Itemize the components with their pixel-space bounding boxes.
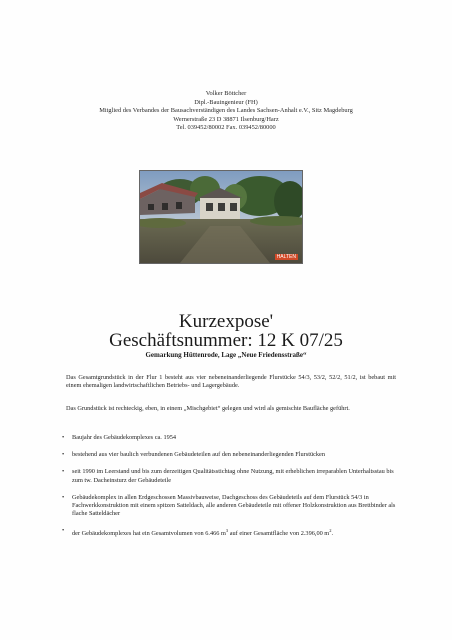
property-photo-image	[140, 171, 302, 263]
volume-text-mid: auf einer Gesamtfläche von 2.396,00 m	[228, 530, 330, 538]
volume-text-pre: der Gebäudekomplexes hat ein Gesamtvolumen von 6.466 m	[72, 530, 226, 538]
volume-unit-exponent: 3	[225, 528, 229, 534]
paragraph-zoning: Das Grundstück ist rechteckig, eben, in einem „Mischgebiet“ gelegen und wird als gemischte Baufläche geführt.	[66, 405, 350, 412]
location-subtitle: Gemarkung Hüttenrode, Lage „Neue Friedensstraße“	[145, 351, 307, 359]
paragraph-property-description: Das Gesamtgrundstück in der Flur 1 besteht aus vier nebeneinanderliegende Flurstücke 54/3, 53/2, 52/2, 51/2, ist bebaut mit einem ehemaligen landwirtschaftlichen Betriebs- und Lagergebäude.	[66, 374, 396, 390]
list-item: • seit 1990 im Leerstand und bis zum derzeitigen Qualitätsstichtag ohne Nutzung, mit erheblichen irreparablen Unterhaltsstau bis zum tw. Dacheinsturz der Gebäudeteile	[60, 468, 396, 484]
case-number-heading: Geschäftsnummer: 12 K 07/25	[109, 330, 343, 351]
document-title: Kurzexpose'	[178, 311, 274, 332]
property-photo	[139, 170, 303, 264]
list-item-volume	[60, 527, 396, 538]
list-item: • Baujahr des Gebäudekomplexes ca. 1954	[60, 434, 396, 442]
author-title: Dipl.-Bauingenieur (FH)	[194, 98, 258, 106]
volume-text-post: .	[331, 530, 334, 538]
author-name: Volker Böttcher	[205, 90, 247, 97]
list-item: • Gebäudekomplex in allen Erdgeschossen Massivbauweise, Dachgeschoss des Gebäudeteils auf dem Flurstück 54/3 in Fachwerkkonstruktion mit einem spitzen Satteldach, alle anderen Gebäudeteile mit offener Holzkonstruktion aus Brettbinder als flache Satteldächer	[60, 494, 396, 519]
contact-line: Tel. 039452/80002 Fax. 039452/80000	[176, 124, 276, 132]
address-line: Wernerstraße 23 D 38871 Ilsenburg/Harz	[173, 115, 279, 123]
membership-line: Mitglied des Verbandes der Bausachverständigen des Landes Sachsen-Anhalt e.V., Sitz Magdeburg	[99, 107, 353, 115]
list-item: • bestehend aus vier baulich verbundenen Gebäudeteilen auf den nebeneinanderliegenden Flurstücken	[60, 451, 396, 459]
area-unit-exponent: 2	[329, 528, 332, 534]
photo-watermark: HALTEN	[276, 254, 296, 260]
facts-list	[60, 434, 396, 539]
letterhead	[40, 90, 412, 133]
